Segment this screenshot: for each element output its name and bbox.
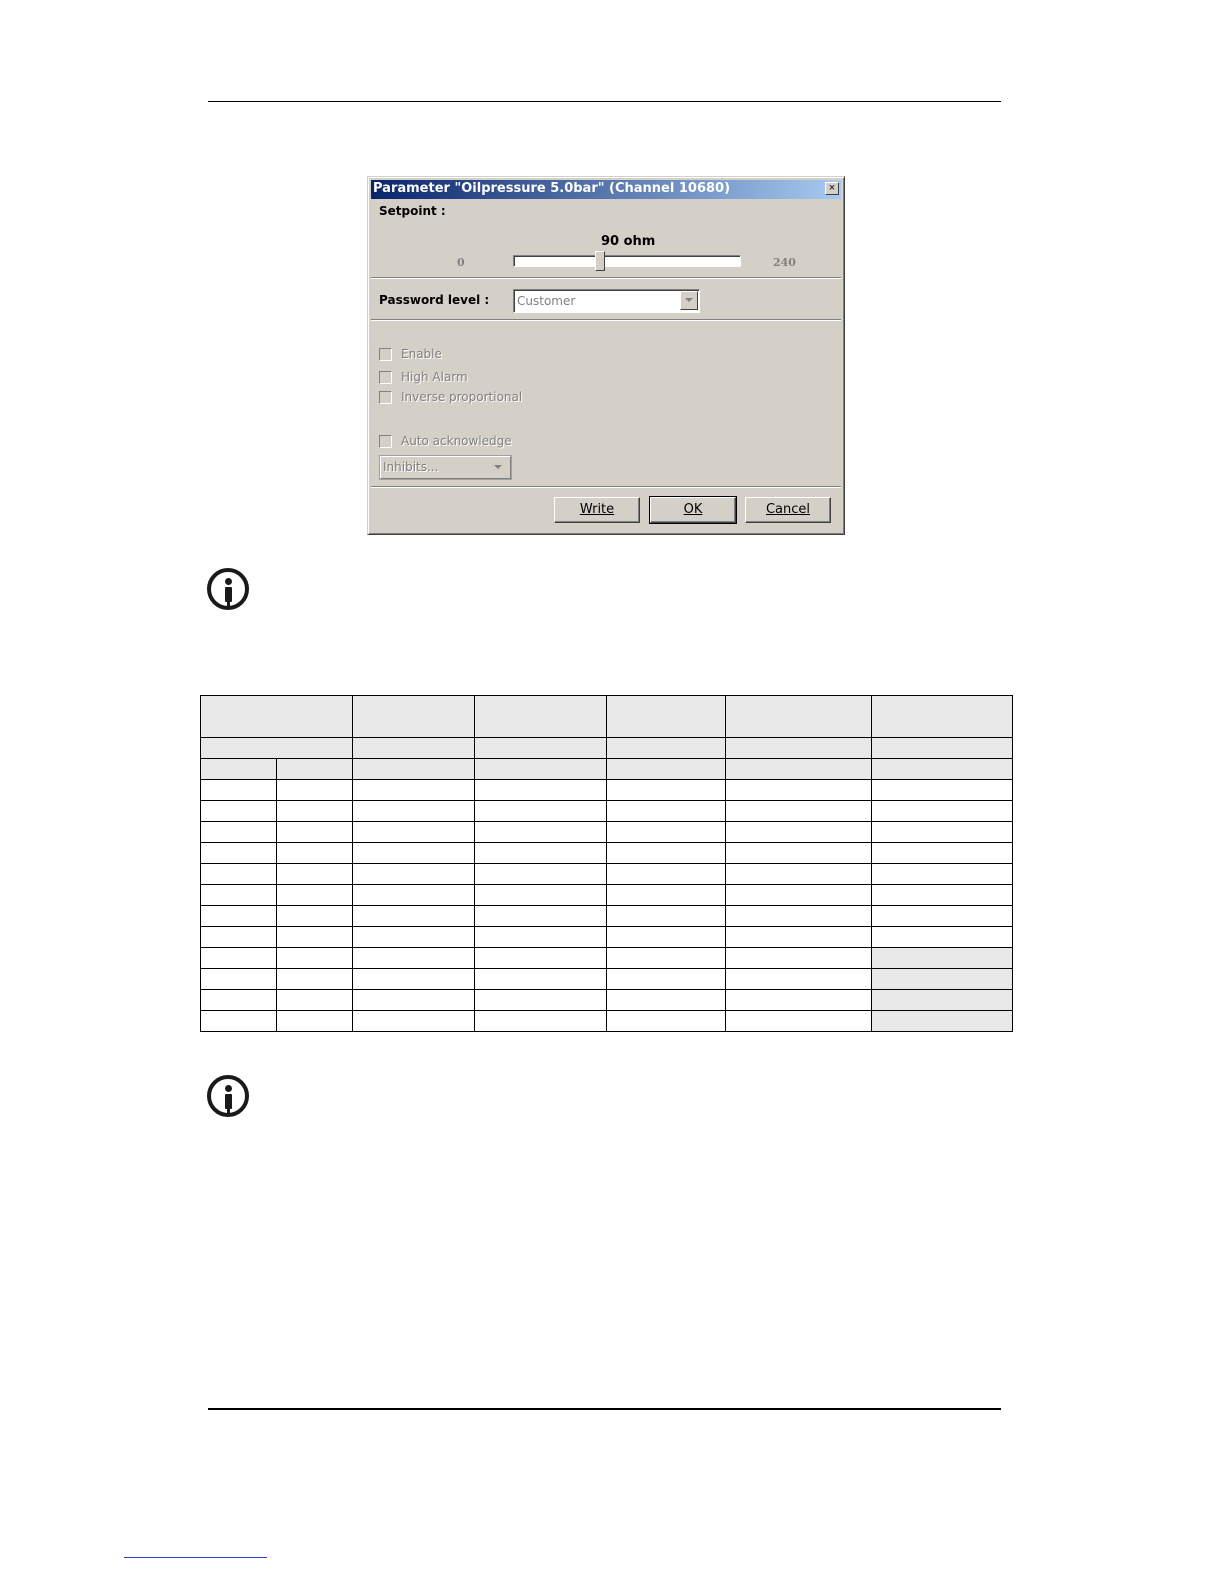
table-cell [607, 780, 726, 801]
ok-button[interactable]: OK [650, 497, 736, 523]
table-cell [607, 759, 726, 780]
table-cell [726, 738, 872, 759]
table-cell [475, 990, 607, 1011]
table-cell [353, 696, 475, 738]
dialog-title: Parameter "Oilpressure 5.0bar" (Channel 10680) [373, 181, 731, 196]
info-icon [207, 1075, 249, 1117]
high-alarm-checkbox[interactable] [379, 371, 392, 384]
password-level-select[interactable] [513, 289, 700, 313]
table-cell [353, 969, 475, 990]
table-row [201, 759, 1013, 780]
table-cell [607, 864, 726, 885]
table-cell [872, 822, 1013, 843]
table-cell [872, 990, 1013, 1011]
separator [371, 486, 841, 488]
table-cell [872, 759, 1013, 780]
inverse-proportional-label: Inverse proportional [401, 390, 523, 404]
auto-acknowledge-checkbox[interactable] [379, 435, 392, 448]
setpoint-slider-thumb[interactable] [595, 251, 605, 271]
table-cell [201, 1011, 277, 1032]
data-table [200, 695, 1013, 1032]
table-cell [726, 801, 872, 822]
table-cell [277, 780, 353, 801]
inverse-proportional-checkbox[interactable] [379, 391, 392, 404]
close-icon: × [828, 182, 836, 194]
table-cell [201, 969, 277, 990]
parameter-dialog [367, 176, 845, 535]
table-row [201, 864, 1013, 885]
table-cell [201, 822, 277, 843]
table-cell [353, 948, 475, 969]
table-cell [872, 696, 1013, 738]
table-cell [201, 696, 353, 738]
table-cell [607, 885, 726, 906]
enable-checkbox[interactable] [379, 348, 392, 361]
table-cell [726, 885, 872, 906]
table-cell [607, 801, 726, 822]
high-alarm-label: High Alarm [401, 370, 468, 384]
setpoint-label: Setpoint : [379, 204, 446, 218]
table-cell [475, 1011, 607, 1032]
inhibits-dropdown[interactable] [380, 456, 511, 479]
table-cell [726, 864, 872, 885]
table-cell [607, 822, 726, 843]
table-cell [353, 927, 475, 948]
table-cell [353, 738, 475, 759]
table-cell [353, 885, 475, 906]
table-cell [475, 759, 607, 780]
table-cell [726, 780, 872, 801]
table-cell [201, 885, 277, 906]
table-row [201, 822, 1013, 843]
table-cell [353, 822, 475, 843]
table-row [201, 801, 1013, 822]
setpoint-slider-track[interactable] [513, 255, 741, 267]
table-cell [475, 738, 607, 759]
cancel-button[interactable]: Cancel [745, 497, 831, 523]
password-level-label: Password level : [379, 293, 490, 307]
write-button[interactable]: Write [554, 497, 640, 523]
table-cell [872, 1011, 1013, 1032]
chevron-down-icon [685, 298, 693, 302]
table-cell [353, 801, 475, 822]
table-cell [201, 738, 353, 759]
table-cell [726, 696, 872, 738]
table-cell [872, 780, 1013, 801]
table-row [201, 738, 1013, 759]
table-cell [277, 864, 353, 885]
table-cell [353, 906, 475, 927]
table-cell [201, 801, 277, 822]
dialog-titlebar[interactable] [371, 180, 841, 199]
table-cell [726, 969, 872, 990]
close-button[interactable] [825, 182, 839, 195]
password-level-value: Customer [517, 294, 576, 308]
table-row [201, 780, 1013, 801]
table-cell [277, 969, 353, 990]
table-cell [277, 906, 353, 927]
setpoint-max: 240 [773, 256, 796, 269]
table-cell [277, 801, 353, 822]
table-cell [353, 1011, 475, 1032]
table-row [201, 885, 1013, 906]
table-row [201, 990, 1013, 1011]
table-cell [607, 738, 726, 759]
table-cell [475, 801, 607, 822]
separator [371, 319, 841, 321]
table-cell [872, 927, 1013, 948]
table-cell [872, 864, 1013, 885]
table-cell [726, 822, 872, 843]
table-cell [201, 843, 277, 864]
table-cell [726, 843, 872, 864]
table-cell [277, 759, 353, 780]
table-cell [726, 990, 872, 1011]
table-cell [872, 948, 1013, 969]
table-row [201, 843, 1013, 864]
table-cell [475, 885, 607, 906]
table-cell [277, 927, 353, 948]
table-cell [726, 927, 872, 948]
password-level-dropdown-button[interactable] [680, 291, 698, 310]
table-cell [201, 948, 277, 969]
table-cell [475, 780, 607, 801]
separator [371, 277, 841, 279]
table-cell [353, 780, 475, 801]
table-row [201, 927, 1013, 948]
table-cell [201, 990, 277, 1011]
table-row [201, 969, 1013, 990]
table-row [201, 1011, 1013, 1032]
footer-link-underline[interactable] [124, 1557, 267, 1558]
table-cell [201, 864, 277, 885]
table-row [201, 906, 1013, 927]
table-cell [277, 990, 353, 1011]
table-cell [475, 864, 607, 885]
table-cell [872, 906, 1013, 927]
enable-label: Enable [401, 347, 442, 361]
table-row [201, 948, 1013, 969]
table-cell [726, 948, 872, 969]
table-cell [475, 906, 607, 927]
footer-rule [208, 1408, 1001, 1410]
table-cell [872, 969, 1013, 990]
setpoint-min: 0 [457, 256, 465, 269]
table-cell [872, 738, 1013, 759]
table-cell [872, 885, 1013, 906]
chevron-down-icon [494, 465, 502, 469]
table-cell [475, 948, 607, 969]
table-cell [726, 759, 872, 780]
table-cell [872, 843, 1013, 864]
table-cell [201, 906, 277, 927]
table-cell [277, 843, 353, 864]
info-icon [207, 568, 249, 610]
header-rule [208, 101, 1001, 102]
table-cell [607, 990, 726, 1011]
table-cell [607, 969, 726, 990]
table-cell [353, 990, 475, 1011]
table-cell [277, 948, 353, 969]
table-cell [872, 801, 1013, 822]
table-cell [607, 906, 726, 927]
table-cell [607, 696, 726, 738]
auto-acknowledge-label: Auto acknowledge [401, 434, 512, 448]
table-cell [201, 780, 277, 801]
table-cell [475, 969, 607, 990]
table-cell [201, 927, 277, 948]
table-cell [277, 822, 353, 843]
table-cell [475, 696, 607, 738]
table-cell [475, 822, 607, 843]
inhibits-label: Inhibits... [383, 460, 439, 474]
table-cell [475, 927, 607, 948]
table-cell [353, 843, 475, 864]
table-row [201, 696, 1013, 738]
table-cell [607, 927, 726, 948]
table-cell [726, 1011, 872, 1032]
table-cell [201, 759, 277, 780]
table-cell [277, 1011, 353, 1032]
table-cell [353, 864, 475, 885]
table-cell [475, 843, 607, 864]
table-cell [726, 906, 872, 927]
table-cell [607, 948, 726, 969]
table-cell [607, 843, 726, 864]
table-cell [607, 1011, 726, 1032]
table-cell [277, 885, 353, 906]
setpoint-value: 90 ohm [601, 234, 656, 249]
table-cell [353, 759, 475, 780]
